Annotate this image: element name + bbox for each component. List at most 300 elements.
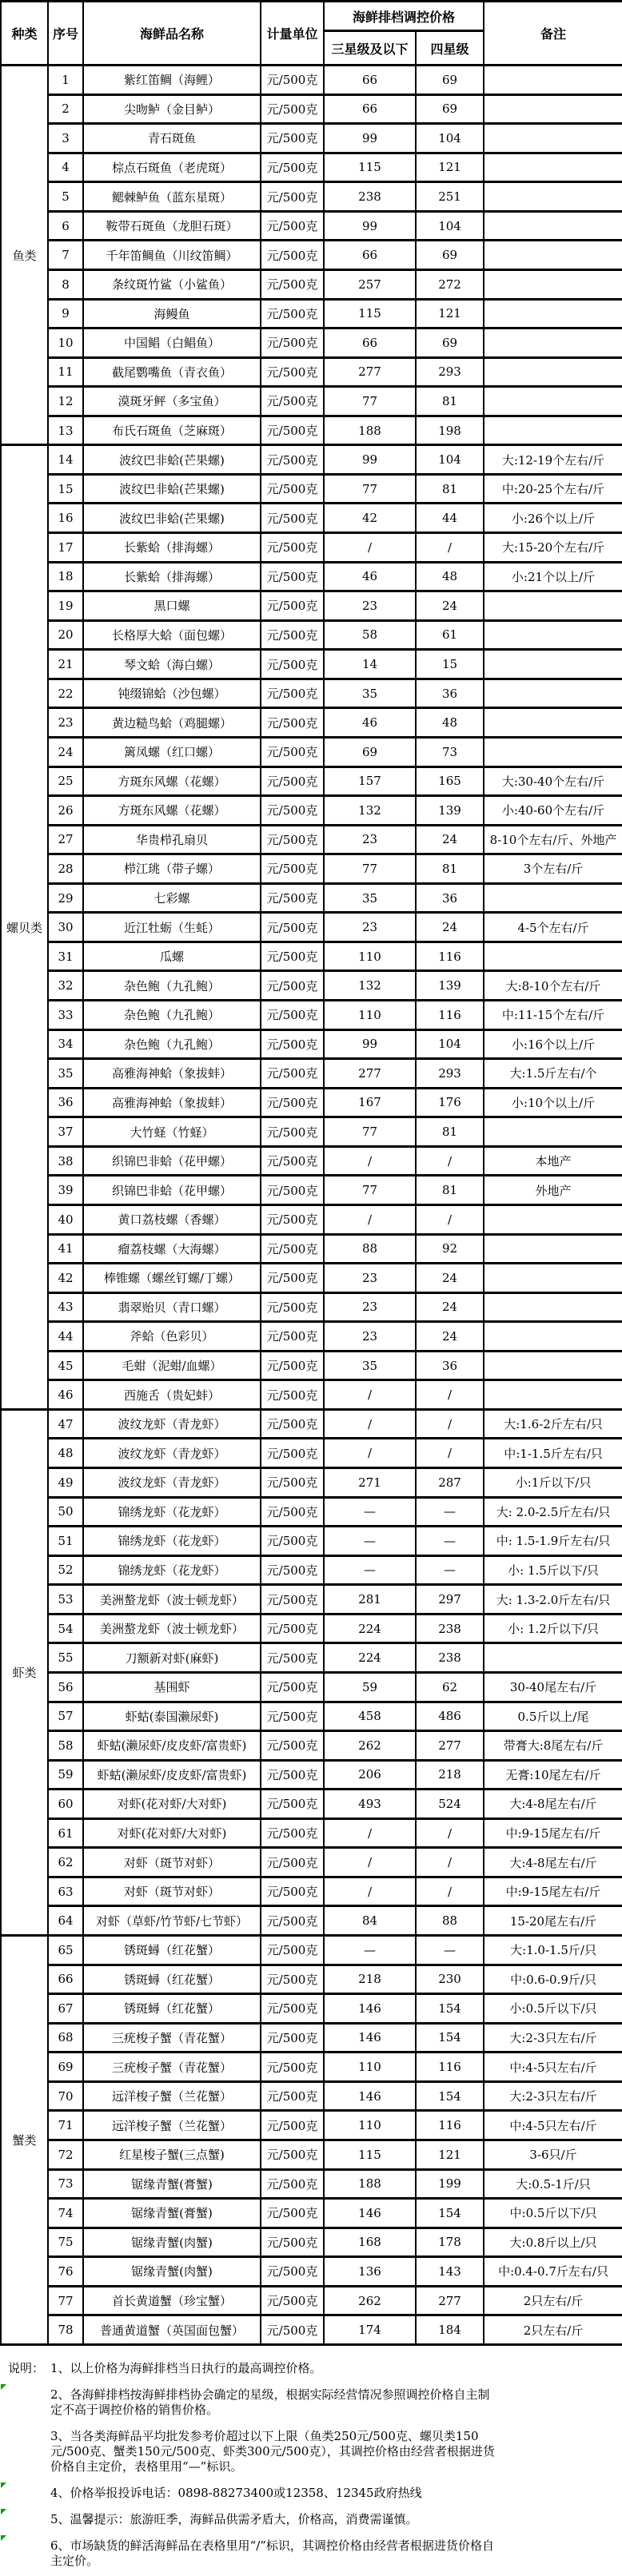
- remark-cell: [484, 66, 622, 95]
- price-3star-cell: 493: [324, 1790, 416, 1819]
- price-3star-cell: 99: [324, 211, 416, 241]
- unit-cell: 元/500克: [261, 1292, 324, 1322]
- product-name-cell: 远洋梭子蟹（兰花蟹）: [83, 2081, 261, 2111]
- table-row: [1, 971, 622, 1001]
- unit-cell: 元/500克: [261, 1965, 324, 1994]
- row-number-cell: 5: [48, 182, 83, 212]
- price-4star-cell: 154: [416, 2081, 484, 2111]
- remark-cell: 大:1.5斤左右/个: [484, 1059, 622, 1089]
- price-4star-cell: /: [416, 533, 484, 563]
- table-row: [1, 1790, 622, 1819]
- price-4star-cell: 48: [416, 708, 484, 738]
- price-3star-cell: 257: [324, 269, 416, 299]
- unit-cell: 元/500克: [261, 650, 324, 679]
- table-row: [1, 1059, 622, 1089]
- price-4star-cell: 104: [416, 124, 484, 153]
- price-4star-cell: —: [416, 1555, 484, 1585]
- product-name-cell: 七彩螺: [83, 883, 261, 913]
- product-name-cell: 千年笛鲷鱼（川纹笛鲷）: [83, 241, 261, 270]
- header-unit: 计量单位: [261, 2, 324, 66]
- unit-cell: 元/500克: [261, 1936, 324, 1965]
- product-name-cell: 高雅海神蛤（象拔蚌）: [83, 1088, 261, 1117]
- price-4star-cell: 184: [416, 2315, 484, 2345]
- price-3star-cell: 35: [324, 883, 416, 913]
- table-row: [1, 241, 622, 270]
- category-cell: 螺贝类: [1, 445, 48, 1410]
- remark-cell: [484, 124, 622, 153]
- price-4star-cell: 121: [416, 153, 484, 182]
- table-row: [1, 1906, 622, 1936]
- product-name-cell: 布氏石斑鱼（芝麻斑）: [83, 416, 261, 445]
- product-name-cell: 鳃棘鲈鱼（蓝东星斑）: [83, 182, 261, 212]
- remark-cell: [484, 328, 622, 358]
- row-number-cell: 70: [48, 2081, 83, 2111]
- remark-cell: 中:20-25个左右/斤: [484, 474, 622, 504]
- remark-cell: 大:8-10个左右/斤: [484, 971, 622, 1001]
- price-3star-cell: —: [324, 1555, 416, 1585]
- notes-list: [50, 2361, 495, 2576]
- price-3star-cell: 77: [324, 1117, 416, 1147]
- header-no: 序号: [48, 2, 83, 66]
- product-name-cell: 对虾(花对虾/大对虾): [83, 1790, 261, 1819]
- row-number-cell: 51: [48, 1527, 83, 1556]
- unit-cell: 元/500克: [261, 708, 324, 738]
- price-3star-cell: 77: [324, 387, 416, 416]
- table-row: [1, 1264, 622, 1293]
- row-number-cell: 11: [48, 357, 83, 387]
- header-price-3star: 三星级及以下: [324, 31, 416, 66]
- table-row: [1, 2081, 622, 2111]
- price-3star-cell: 110: [324, 1001, 416, 1030]
- price-3star-cell: 188: [324, 2169, 416, 2199]
- price-4star-cell: 24: [416, 825, 484, 854]
- unit-cell: 元/500克: [261, 1497, 324, 1527]
- row-number-cell: 45: [48, 1351, 83, 1380]
- product-name-cell: 锯缘青蟹(膏蟹): [83, 2199, 261, 2228]
- product-name-cell: 对虾（斑节对虾）: [83, 1848, 261, 1877]
- table-row: [1, 1322, 622, 1352]
- unit-cell: 元/500克: [261, 591, 324, 621]
- price-3star-cell: 110: [324, 2052, 416, 2082]
- price-3star-cell: 23: [324, 591, 416, 621]
- price-4star-cell: /: [416, 1204, 484, 1234]
- header-category: 种类: [1, 2, 48, 66]
- unit-cell: 元/500克: [261, 679, 324, 708]
- row-number-cell: 73: [48, 2169, 83, 2199]
- remark-cell: 带膏大:8尾左右/斤: [484, 1731, 622, 1761]
- price-3star-cell: 224: [324, 1643, 416, 1673]
- row-number-cell: 57: [48, 1702, 83, 1731]
- price-3star-cell: /: [324, 533, 416, 563]
- table-row: [1, 650, 622, 679]
- product-name-cell: 三疣梭子蟹（青花蟹）: [83, 2052, 261, 2082]
- price-3star-cell: 146: [324, 2199, 416, 2228]
- unit-cell: 元/500克: [261, 2023, 324, 2052]
- price-3star-cell: —: [324, 1497, 416, 1527]
- remark-cell: [484, 1234, 622, 1264]
- product-name-cell: 栉江珧（带子螺）: [83, 854, 261, 884]
- unit-cell: 元/500克: [261, 1468, 324, 1498]
- row-number-cell: 61: [48, 1818, 83, 1848]
- table-row: [1, 387, 622, 416]
- unit-cell: 元/500克: [261, 1848, 324, 1877]
- product-name-cell: 杂色鲍（九孔鲍）: [83, 1029, 261, 1059]
- row-number-cell: 19: [48, 591, 83, 621]
- remark-cell: 2只左右/斤: [484, 2286, 622, 2315]
- product-name-cell: 织锦巴非蛤（花甲螺）: [83, 1176, 261, 1205]
- table-row: [1, 1818, 622, 1848]
- row-number-cell: 27: [48, 825, 83, 854]
- product-name-cell: 钝缀锦蛤（沙包螺）: [83, 679, 261, 708]
- product-name-cell: 瘤荔枝螺（大海螺）: [83, 1234, 261, 1264]
- price-4star-cell: 116: [416, 2052, 484, 2082]
- row-number-cell: 39: [48, 1176, 83, 1205]
- product-name-cell: 波纹龙虾（青龙虾）: [83, 1409, 261, 1439]
- price-4star-cell: 62: [416, 1672, 484, 1702]
- product-name-cell: 漠斑牙鲆（多宝鱼）: [83, 387, 261, 416]
- product-name-cell: 黄边糙鸟蛤（鸡腿螺）: [83, 708, 261, 738]
- unit-cell: 元/500克: [261, 1380, 324, 1410]
- remark-cell: 中:0.5斤以下/只: [484, 2199, 622, 2228]
- table-row: [1, 796, 622, 826]
- remark-cell: [484, 94, 622, 124]
- remark-cell: 大:1.0-1.5斤/只: [484, 1936, 622, 1965]
- price-3star-cell: 69: [324, 737, 416, 766]
- row-number-cell: 53: [48, 1585, 83, 1614]
- remark-cell: [484, 241, 622, 270]
- unit-cell: 元/500克: [261, 1585, 324, 1614]
- price-4star-cell: 293: [416, 1059, 484, 1089]
- price-3star-cell: 132: [324, 796, 416, 826]
- row-number-cell: 16: [48, 504, 83, 533]
- row-number-cell: 54: [48, 1614, 83, 1643]
- table-row: [1, 1468, 622, 1498]
- price-4star-cell: 116: [416, 942, 484, 971]
- product-name-cell: 锈斑蟳（红花蟹）: [83, 1965, 261, 1994]
- row-number-cell: 47: [48, 1409, 83, 1439]
- price-3star-cell: 77: [324, 854, 416, 884]
- product-name-cell: 美洲螯龙虾（波士顿龙虾）: [83, 1614, 261, 1643]
- price-3star-cell: 238: [324, 182, 416, 212]
- product-name-cell: 三疣梭子蟹（青花蟹）: [83, 2023, 261, 2052]
- remark-cell: 中:9-15尾左右/斤: [484, 1818, 622, 1848]
- remark-cell: 大:2-3只左右/斤: [484, 2023, 622, 2052]
- remark-cell: 大:1.6-2斤左右/只: [484, 1409, 622, 1439]
- table-row: [1, 562, 622, 591]
- price-4star-cell: 81: [416, 1117, 484, 1147]
- row-number-cell: 3: [48, 124, 83, 153]
- price-3star-cell: 458: [324, 1702, 416, 1731]
- table-row: [1, 1204, 622, 1234]
- row-number-cell: 12: [48, 387, 83, 416]
- row-number-cell: 18: [48, 562, 83, 591]
- price-4star-cell: 44: [416, 504, 484, 533]
- table-row: [1, 328, 622, 358]
- price-3star-cell: 262: [324, 2286, 416, 2315]
- remark-cell: 30-40尾左右/斤: [484, 1672, 622, 1702]
- price-3star-cell: —: [324, 1527, 416, 1556]
- price-3star-cell: 23: [324, 913, 416, 942]
- remark-cell: 小: 1.2斤以下/只: [484, 1614, 622, 1643]
- unit-cell: 元/500克: [261, 2169, 324, 2199]
- price-4star-cell: 24: [416, 591, 484, 621]
- price-4star-cell: 287: [416, 1468, 484, 1498]
- table-row: [1, 1760, 622, 1790]
- price-4star-cell: —: [416, 1527, 484, 1556]
- price-3star-cell: —: [324, 1936, 416, 1965]
- price-4star-cell: 272: [416, 269, 484, 299]
- table-row: [1, 1527, 622, 1556]
- unit-cell: 元/500克: [261, 2257, 324, 2287]
- product-name-cell: 棕点石斑鱼（老虎斑）: [83, 153, 261, 182]
- row-number-cell: 78: [48, 2315, 83, 2345]
- remark-cell: [484, 591, 622, 621]
- category-cell: 虾类: [1, 1409, 48, 1935]
- price-3star-cell: 110: [324, 942, 416, 971]
- product-name-cell: 鞍带石斑鱼（龙胆石斑）: [83, 211, 261, 241]
- price-4star-cell: 24: [416, 1264, 484, 1293]
- row-number-cell: 77: [48, 2286, 83, 2315]
- table-row: [1, 504, 622, 533]
- unit-cell: 元/500克: [261, 737, 324, 766]
- product-name-cell: 长紫蛤（排海螺）: [83, 533, 261, 563]
- unit-cell: 元/500克: [261, 445, 324, 475]
- price-3star-cell: 174: [324, 2315, 416, 2345]
- price-3star-cell: /: [324, 1818, 416, 1848]
- price-3star-cell: 262: [324, 1731, 416, 1761]
- table-row: [1, 269, 622, 299]
- header-remark: 备注: [484, 2, 622, 66]
- remark-cell: [484, 1351, 622, 1380]
- row-number-cell: 6: [48, 211, 83, 241]
- price-4star-cell: 104: [416, 445, 484, 475]
- product-name-cell: 锈斑蟳（红花蟹）: [83, 1994, 261, 2024]
- price-3star-cell: /: [324, 1204, 416, 1234]
- row-number-cell: 17: [48, 533, 83, 563]
- remark-cell: [484, 737, 622, 766]
- note-item: 2、各海鲜排档按海鲜排档协会确定的星级，根据实际经营情况参照调控价格自主制定不高于调控价格的销售价格。: [50, 2387, 495, 2418]
- price-4star-cell: 154: [416, 2199, 484, 2228]
- table-row: [1, 913, 622, 942]
- table-row: [1, 1643, 622, 1673]
- price-4star-cell: 92: [416, 1234, 484, 1264]
- row-number-cell: 60: [48, 1790, 83, 1819]
- product-name-cell: 棒锥螺（螺丝钉螺/丁螺）: [83, 1264, 261, 1293]
- row-number-cell: 38: [48, 1146, 83, 1176]
- price-4star-cell: 277: [416, 2286, 484, 2315]
- product-name-cell: 华贵栉孔扇贝: [83, 825, 261, 854]
- remark-cell: [484, 416, 622, 445]
- price-4star-cell: 81: [416, 1176, 484, 1205]
- price-3star-cell: 66: [324, 241, 416, 270]
- row-number-cell: 2: [48, 94, 83, 124]
- unit-cell: 元/500克: [261, 269, 324, 299]
- remark-cell: 无膏:10尾左右/斤: [484, 1760, 622, 1790]
- price-3star-cell: 277: [324, 357, 416, 387]
- row-number-cell: 66: [48, 1965, 83, 1994]
- price-3star-cell: /: [324, 1848, 416, 1877]
- remark-cell: 小:16个以上/斤: [484, 1029, 622, 1059]
- row-number-cell: 46: [48, 1380, 83, 1410]
- remark-cell: 大:15-20个左右/斤: [484, 533, 622, 563]
- row-number-cell: 14: [48, 445, 83, 475]
- row-number-cell: 8: [48, 269, 83, 299]
- table-row: [1, 854, 622, 884]
- product-name-cell: 杂色鲍（九孔鲍）: [83, 1001, 261, 1030]
- price-4star-cell: /: [416, 1818, 484, 1848]
- row-number-cell: 58: [48, 1731, 83, 1761]
- remark-cell: 小: 1.5斤以下/只: [484, 1555, 622, 1585]
- remark-cell: [484, 1292, 622, 1322]
- product-name-cell: 中国鲳（白鲳鱼）: [83, 328, 261, 358]
- table-row: [1, 942, 622, 971]
- product-name-cell: 锯缘青蟹(肉蟹): [83, 2228, 261, 2257]
- price-4star-cell: 104: [416, 211, 484, 241]
- price-4star-cell: 73: [416, 737, 484, 766]
- row-number-cell: 34: [48, 1029, 83, 1059]
- table-row: [1, 2023, 622, 2052]
- product-name-cell: 斧蛤（色彩贝）: [83, 1322, 261, 1352]
- product-name-cell: 织锦巴非蛤（花甲螺）: [83, 1146, 261, 1176]
- table-row: [1, 708, 622, 738]
- remark-cell: 中:9-15尾左右/斤: [484, 1877, 622, 1906]
- price-4star-cell: 143: [416, 2257, 484, 2287]
- product-name-cell: 高雅海神蛤（象拔蚌）: [83, 1059, 261, 1089]
- row-number-cell: 62: [48, 1848, 83, 1877]
- row-number-cell: 35: [48, 1059, 83, 1089]
- unit-cell: 元/500克: [261, 1790, 324, 1819]
- remark-cell: 中:1-1.5斤左右/只: [484, 1439, 622, 1468]
- price-4star-cell: 88: [416, 1906, 484, 1936]
- table-row: [1, 1001, 622, 1030]
- remark-cell: [484, 211, 622, 241]
- unit-cell: 元/500克: [261, 1264, 324, 1293]
- comment-marker-icon: [1, 2384, 6, 2390]
- row-number-cell: 75: [48, 2228, 83, 2257]
- product-name-cell: 海鳗鱼: [83, 299, 261, 328]
- remark-cell: 3个左右/斤: [484, 854, 622, 884]
- row-number-cell: 67: [48, 1994, 83, 2024]
- product-name-cell: 虾蛄(泰国濑尿虾): [83, 1702, 261, 1731]
- price-3star-cell: 99: [324, 445, 416, 475]
- unit-cell: 元/500克: [261, 182, 324, 212]
- price-4star-cell: 230: [416, 1965, 484, 1994]
- price-3star-cell: 167: [324, 1088, 416, 1117]
- table-row: [1, 1029, 622, 1059]
- unit-cell: 元/500克: [261, 2111, 324, 2140]
- remark-cell: 中:0.6-0.9斤/只: [484, 1965, 622, 1994]
- price-3star-cell: 99: [324, 1029, 416, 1059]
- price-4star-cell: 154: [416, 1994, 484, 2024]
- price-3star-cell: 66: [324, 66, 416, 95]
- price-3star-cell: 88: [324, 1234, 416, 1264]
- row-number-cell: 59: [48, 1760, 83, 1790]
- unit-cell: 元/500克: [261, 766, 324, 796]
- remark-cell: [484, 182, 622, 212]
- category-cell: 鱼类: [1, 66, 48, 445]
- remark-cell: [484, 1380, 622, 1410]
- remark-cell: [484, 1322, 622, 1352]
- row-number-cell: 10: [48, 328, 83, 358]
- price-4star-cell: 81: [416, 854, 484, 884]
- unit-cell: 元/500克: [261, 2052, 324, 2082]
- unit-cell: 元/500克: [261, 1818, 324, 1848]
- unit-cell: 元/500克: [261, 1614, 324, 1643]
- row-number-cell: 55: [48, 1643, 83, 1673]
- row-number-cell: 26: [48, 796, 83, 826]
- row-number-cell: 56: [48, 1672, 83, 1702]
- table-row: [1, 2199, 622, 2228]
- remark-cell: 小:0.5斤以下/只: [484, 1994, 622, 2024]
- row-number-cell: 30: [48, 913, 83, 942]
- remark-cell: [484, 1204, 622, 1234]
- comment-marker-icon: [1, 2482, 6, 2488]
- price-4star-cell: 15: [416, 650, 484, 679]
- table-row: [1, 299, 622, 328]
- header-price-4star: 四星级: [416, 31, 484, 66]
- price-4star-cell: 116: [416, 2111, 484, 2140]
- remark-cell: 大: 1.3-2.0斤左右/只: [484, 1585, 622, 1614]
- row-number-cell: 50: [48, 1497, 83, 1527]
- row-number-cell: 25: [48, 766, 83, 796]
- price-4star-cell: 277: [416, 1731, 484, 1761]
- unit-cell: 元/500克: [261, 1877, 324, 1906]
- unit-cell: 元/500克: [261, 66, 324, 95]
- table-row: [1, 1234, 622, 1264]
- unit-cell: 元/500克: [261, 1234, 324, 1264]
- row-number-cell: 74: [48, 2199, 83, 2228]
- price-3star-cell: 157: [324, 766, 416, 796]
- product-name-cell: 红星梭子蟹(三点蟹): [83, 2140, 261, 2169]
- unit-cell: 元/500克: [261, 241, 324, 270]
- unit-cell: 元/500克: [261, 94, 324, 124]
- row-number-cell: 29: [48, 883, 83, 913]
- unit-cell: 元/500克: [261, 2081, 324, 2111]
- unit-cell: 元/500克: [261, 1029, 324, 1059]
- product-name-cell: 基围虾: [83, 1672, 261, 1702]
- product-name-cell: 首长黄道蟹（珍宝蟹）: [83, 2286, 261, 2315]
- row-number-cell: 76: [48, 2257, 83, 2287]
- price-4star-cell: /: [416, 1439, 484, 1468]
- product-name-cell: 锦绣龙虾（花龙虾）: [83, 1555, 261, 1585]
- price-4star-cell: 24: [416, 913, 484, 942]
- row-number-cell: 71: [48, 2111, 83, 2140]
- remark-cell: [484, 650, 622, 679]
- notes-section: [0, 2346, 622, 2576]
- unit-cell: 元/500克: [261, 971, 324, 1001]
- row-number-cell: 69: [48, 2052, 83, 2082]
- remark-cell: [484, 708, 622, 738]
- remark-cell: [484, 1264, 622, 1293]
- remark-cell: 中:4-5只左右/斤: [484, 2052, 622, 2082]
- price-3star-cell: 77: [324, 474, 416, 504]
- price-4star-cell: /: [416, 1409, 484, 1439]
- table-row: [1, 1439, 622, 1468]
- price-3star-cell: 218: [324, 1965, 416, 1994]
- price-3star-cell: 115: [324, 153, 416, 182]
- price-3star-cell: 23: [324, 1264, 416, 1293]
- price-4star-cell: 121: [416, 2140, 484, 2169]
- table-row: [1, 153, 622, 182]
- product-name-cell: 锦绣龙虾（花龙虾）: [83, 1527, 261, 1556]
- table-row: [1, 1292, 622, 1322]
- unit-cell: 元/500克: [261, 387, 324, 416]
- unit-cell: 元/500克: [261, 416, 324, 445]
- row-number-cell: 68: [48, 2023, 83, 2052]
- unit-cell: 元/500克: [261, 1117, 324, 1147]
- product-name-cell: 对虾（斑节对虾）: [83, 1877, 261, 1906]
- remark-cell: [484, 620, 622, 650]
